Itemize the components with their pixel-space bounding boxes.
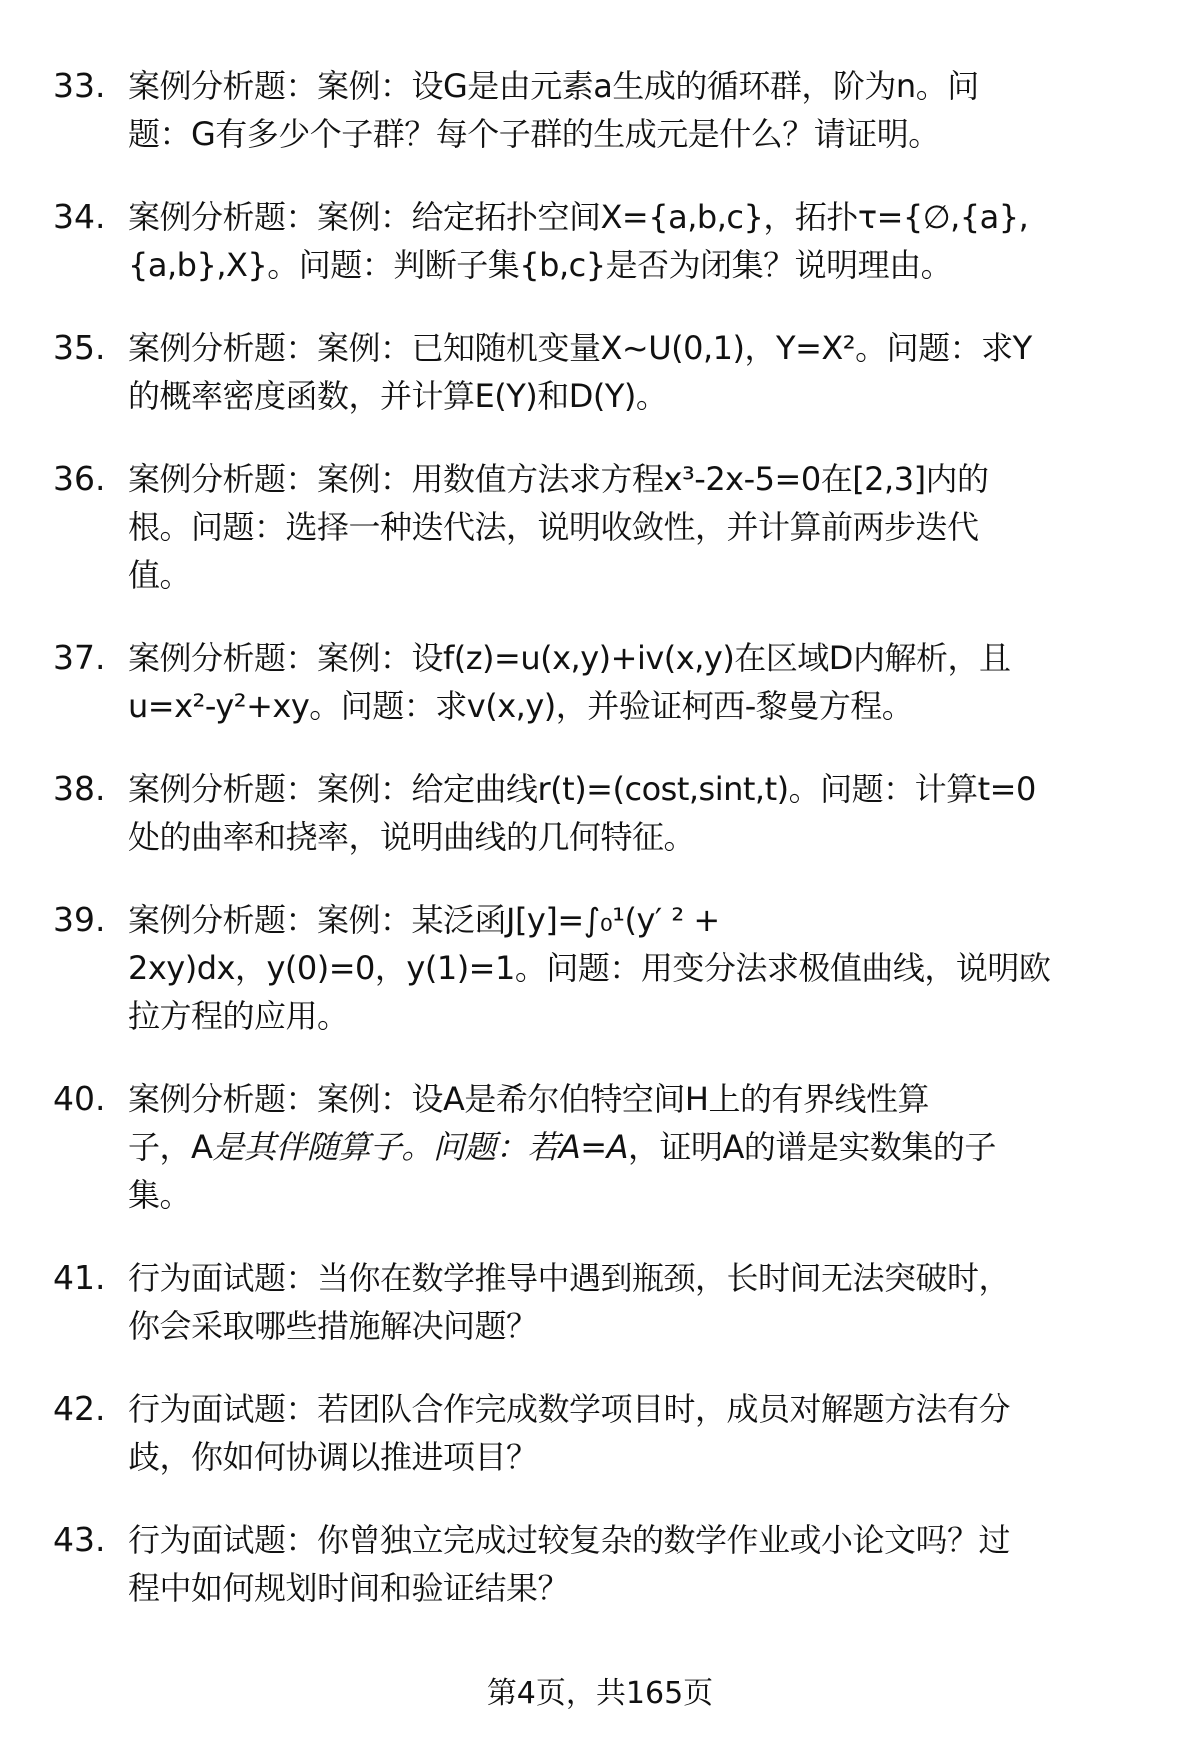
question-text-line [128,813,1200,861]
question-item [0,1075,1200,1219]
question-text-line [128,193,1200,241]
question-text-line [128,682,1200,730]
question-text-line [128,1123,1200,1171]
question-text-line [128,1385,1200,1433]
text-segment: 案例分析题：案例：设G是由元素a生成的循环群，阶为n。问 [128,67,979,105]
question-text-line [128,324,1200,372]
text-segment: 值。 [128,556,192,594]
question-text-line [128,1171,1200,1219]
question-text-line [128,765,1200,813]
question-number: 34. [53,197,106,236]
text-segment: 程中如何规划时间和验证结果？ [128,1569,570,1607]
text-segment: 案例分析题：案例：用数值方法求方程x³-2x-5=0在[2,3]内的 [128,460,989,498]
question-item [0,193,1200,289]
question-text-line [128,992,1200,1040]
question-number: 40. [53,1079,106,1118]
question-item [0,455,1200,599]
question-text-line [128,1433,1200,1481]
question-text-line [128,1302,1200,1350]
question-number: 41. [53,1258,106,1297]
text-segment: 案例分析题：案例：给定曲线r(t)=(cost,sint,t)。问题：计算t=0 [128,770,1036,808]
question-item [0,634,1200,730]
question-text-line [128,1075,1200,1123]
text-segment: 案例分析题：案例：已知随机变量X~U(0,1)，Y=X²。问题：求Y [128,329,1032,367]
question-item [0,1254,1200,1350]
question-text-line [128,62,1200,110]
text-segment: 拉方程的应用。 [128,997,349,1035]
question-number: 37. [53,638,106,677]
text-segment: 案例分析题：案例：设A是希尔伯特空间H上的有界线性算 [128,1080,929,1118]
text-segment: 行为面试题：若团队合作完成数学项目时，成员对解题方法有分 [128,1390,1011,1428]
page-footer: 第4页，共165页 [486,1676,714,1711]
question-text-line [128,241,1200,289]
question-item [0,1385,1200,1481]
question-item [0,765,1200,861]
question-item [0,62,1200,158]
text-segment: 行为面试题：你曾独立完成过较复杂的数学作业或小论文吗？过 [128,1521,1011,1559]
text-segment: 案例分析题：案例：设f(z)=u(x,y)+iv(x,y)在区域D内解析，且 [128,639,1011,677]
question-number: 43. [53,1520,106,1559]
question-text-line [128,455,1200,503]
text-segment: 案例分析题：案例：给定拓扑空间X={a,b,c}，拓扑τ={∅,{a}, [128,198,1029,236]
question-text-line [128,944,1200,992]
text-segment: 案例分析题：案例：某泛函J[y]=∫₀¹(y′ ² + [128,901,720,939]
question-item [0,324,1200,420]
question-text-line [128,1516,1200,1564]
question-text-line [128,503,1200,551]
question-text-line [128,551,1200,599]
question-number: 39. [53,900,106,939]
text-segment: 2xy)dx，y(0)=0，y(1)=1。问题：用变分法求极值曲线，说明欧 [128,949,1051,987]
text-segment: ，证明A的谱是实数集的子 [628,1128,996,1166]
question-text-line [128,110,1200,158]
text-segment: 是其伴随算子。问题：若A=A [212,1128,629,1166]
text-segment: 行为面试题：当你在数学推导中遇到瓶颈，长时间无法突破时， [128,1259,1011,1297]
text-segment: 歧，你如何协调以推进项目？ [128,1438,538,1476]
question-text-line [128,634,1200,682]
question-text-line [128,372,1200,420]
text-segment: 根。问题：选择一种迭代法，说明收敛性，并计算前两步迭代 [128,508,979,546]
text-segment: {a,b},X}。问题：判断子集{b,c}是否为闭集？说明理由。 [128,246,953,284]
question-item [0,1516,1200,1612]
text-segment: u=x²-y²+xy。问题：求v(x,y)，并验证柯西-黎曼方程。 [128,687,914,725]
text-segment: 你会采取哪些措施解决问题？ [128,1307,538,1345]
question-text-line [128,1254,1200,1302]
text-segment: 处的曲率和挠率，说明曲线的几何特征。 [128,818,696,856]
question-number: 35. [53,328,106,367]
question-item [0,896,1200,1040]
text-segment: 的概率密度函数，并计算E(Y)和D(Y)。 [128,377,668,415]
question-number: 36. [53,459,106,498]
question-number: 42. [53,1389,106,1428]
question-list [0,62,1200,1647]
question-text-line [128,896,1200,944]
question-number: 33. [53,66,106,105]
text-segment: 题：G有多少个子群？每个子群的生成元是什么？请证明。 [128,115,940,153]
question-number: 38. [53,769,106,808]
text-segment: 集。 [128,1176,192,1214]
question-text-line [128,1564,1200,1612]
text-segment: 子，A [128,1128,213,1166]
